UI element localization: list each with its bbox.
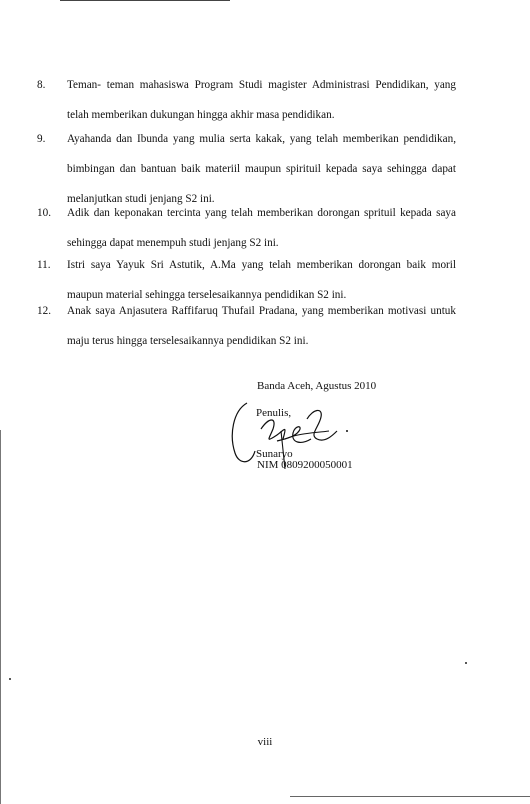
- item-number: 9.: [37, 133, 46, 145]
- author-name: Sunaryo: [256, 448, 293, 460]
- item-text-line: maju terus hingga terselesaikannya pendidikan S2 ini.: [67, 335, 309, 347]
- item-text-line: maupun material sehingga terselesaikannya pendidikan S2 ini.: [67, 289, 347, 301]
- item-text-line: bimbingan dan bantuan baik materiil maupun spirituil kepada saya sehingga dapat: [67, 163, 456, 175]
- author-role: Penulis,: [256, 407, 292, 419]
- item-number: 12.: [37, 305, 51, 317]
- scan-speck: [9, 678, 11, 680]
- item-text-line: Teman- teman mahasiswa Program Studi magister Administrasi Pendidikan, yang: [67, 79, 456, 91]
- item-text-line: Adik dan keponakan tercinta yang telah memberikan dorongan sprituil kepada saya: [67, 207, 456, 219]
- list-item: [37, 70, 456, 130]
- author-nim: NIM 0809200050001: [257, 459, 353, 471]
- item-text-line: telah memberikan dukungan hingga akhir masa pendidikan.: [67, 109, 335, 121]
- item-text-line: Ayahanda dan Ibunda yang mulia serta kakak, yang telah memberikan pendidikan,: [67, 133, 456, 145]
- item-text-line: sehingga dapat menempuh studi jenjang S2 ini.: [67, 237, 279, 249]
- handwritten-signature: [225, 395, 385, 485]
- list-item: [37, 296, 456, 356]
- list-item: [37, 198, 456, 258]
- place-date-text: Banda Aceh, Agustus 2010: [257, 380, 377, 392]
- scan-speck: [465, 662, 467, 664]
- item-number: 10.: [37, 207, 51, 219]
- item-text-line: Istri saya Yayuk Sri Astutik, A.Ma yang telah memberikan dorongan baik moril: [67, 259, 456, 271]
- item-text-line: Anak saya Anjasutera Raffifaruq Thufail Pradana, yang memberikan motivasi untuk: [67, 305, 456, 317]
- item-text-line: melanjutkan studi jenjang S2 ini.: [67, 193, 215, 205]
- item-number: 8.: [37, 79, 46, 91]
- scan-edge-bottom: [290, 796, 530, 797]
- scan-edge-top: [60, 0, 230, 1]
- closing-place-date: [257, 380, 376, 392]
- page-number: viii: [257, 736, 273, 748]
- signature-block: [225, 395, 385, 485]
- item-number: 11.: [37, 259, 51, 271]
